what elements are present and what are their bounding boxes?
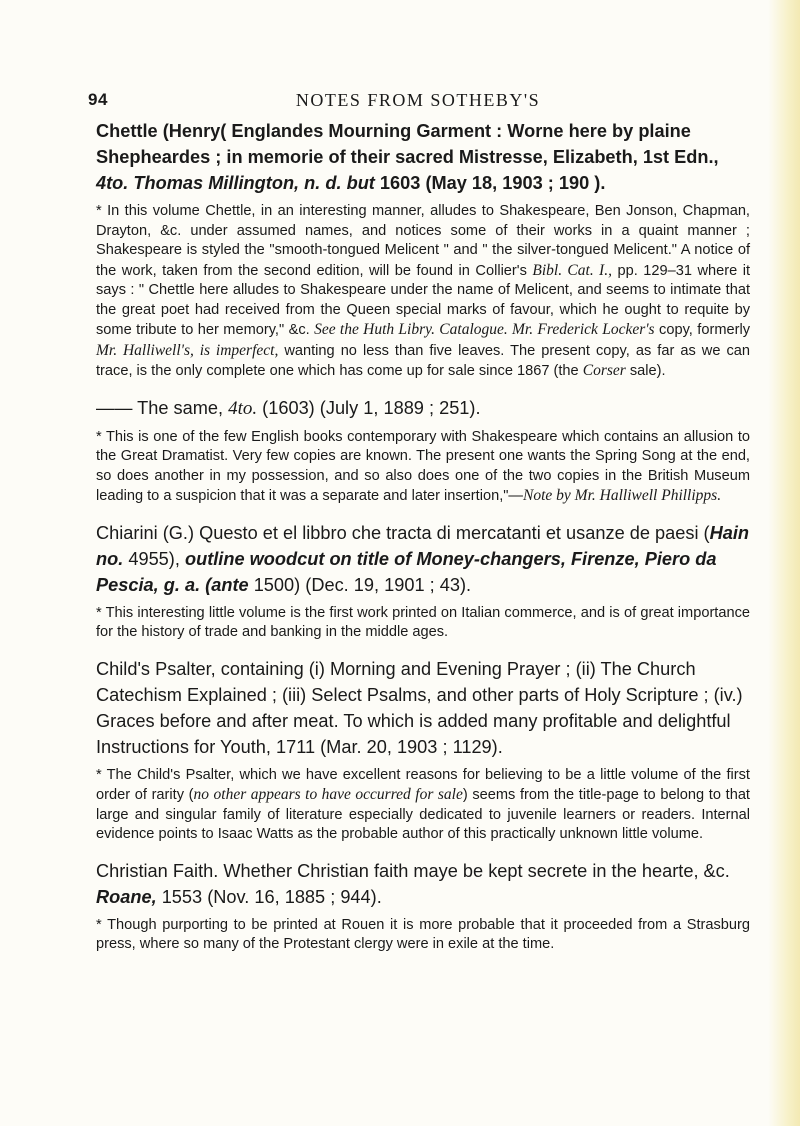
note-text: * Though purporting to be printed at Rouen it is more probable that it proceeded from a Strasburg press, where so many of the Protestant clergy were in exile at the time. [96,916,750,952]
catalogue-entry [96,656,750,845]
note-text: * The Child's Psalter, which we have excellent reasons for believing to be a little volume of the first order of rarity ( [96,766,750,803]
note-text: * This interesting little volume is the first work printed on Italian commerce, and is of great importance for the history of trade and banking in the middle ages. [96,604,750,640]
running-title: NOTES FROM SOTHEBY'S [295,90,541,110]
heading-sale-info: (1603) (July 1, 1889 ; 251). [257,397,481,418]
heading-description: outline woodcut on title of Money-changers, Firenze, Piero da Pescia, g. a. (ante [96,548,717,595]
entry-heading [96,520,750,598]
entry-heading [96,118,750,196]
entry-note [96,202,750,382]
heading-text: —— The same, [96,397,229,418]
heading-reference: Hain no. [96,522,750,569]
page-content [96,118,750,968]
note-text: wanting no less than five leaves. The present copy, as far as we can trace, is the only complete one which has come up for sale since 1867 (the [96,342,750,379]
entry-note [96,604,750,643]
note-italic: See the Huth Libry. Catalogue. Mr. Frederick Locker's [314,321,655,338]
entry-heading [96,858,750,910]
entry-note [96,916,750,955]
heading-text: Chettle (Henry( Englandes Mourning Garment : Worne here by plaine Shepheardes ; in memorie of their sacred Mistresse, Elizabeth, 1st Edn., [96,121,719,167]
heading-sale-info: 1500) (Dec. 19, 1901 ; 43). [248,574,472,595]
heading-text: Christian Faith. Whether Christian faith maye be kept secrete in the hearte, &c. [96,860,730,881]
entry-heading [96,395,750,422]
note-text: * In this volume Chettle, in an interesting manner, alludes to Shakespeare, Ben Jonson, Chapman, Drayton, &c. under assumed names, and notices some of their works in a quaint manner ; Shakespeare is styled the "smooth-tongued Melicent " and " the silver-tongued Melicent." A notice of the work, taken from the second edition, will be found in Collier's [96,203,750,279]
note-italic: Corser [582,362,626,379]
heading-text: Chiarini (G.) Questo et el libbro che tracta di mercatanti et usanze de paesi ( [96,522,710,543]
note-text: copy, formerly [654,322,750,338]
heading-text: 4955), [123,548,185,569]
heading-format: 4to. [228,397,258,419]
note-text: ) seems from the title-page to belong to that large and singular family of literature especially dedicated to juvenile learners or readers. Internal evidence points to Isaac Watts as the probable author of this practically unknown little volume. [96,787,750,842]
catalogue-entry [96,858,750,955]
note-italic: Mr. Halliwell's, is imperfect, [96,341,279,359]
catalogue-entry [96,118,750,382]
note-italic: Bibl. Cat. I., [532,261,612,279]
heading-publisher: Thomas Millington, n. d. but [133,173,375,193]
entry-heading [96,656,750,760]
note-text: * This is one of the few English books contemporary with Shakespeare which contains an allusion to the Great Dramatist. Very few copies are known. The present one wants the Spring Song at the end, so does another in my possession, and so also does one of the two copies in the British Museum leading to a suspicion that it was a separate and later insertion,"— [96,428,750,504]
note-italic: no other appears to have occurred for sale [193,786,463,803]
catalogue-entry [96,520,750,643]
catalogue-entry [96,395,750,507]
note-italic: Note by Mr. Halliwell Phillipps. [523,487,722,504]
heading-sale-info: 1553 (Nov. 16, 1885 ; 944). [156,886,382,907]
heading-sale-info: 1603 (May 18, 1903 ; 190 ). [374,173,606,193]
note-text: pp. 129–31 where it says : " Chettle here alludes to Shakespeare under the name of Melicent, and seems to intimate that the great poet had received from the Queen special marks of favour, which he ought to requite by some tribute to her memory," &c. [96,262,751,338]
heading-place: Roane, [96,886,157,907]
heading-text: Child's Psalter, containing (i) Morning and Evening Prayer ; (ii) The Church Catechism Explained ; (iii) Select Psalms, and other parts of Holy Scripture ; (iv.) Graces before and after meat. To which is added many profitable and delightful Instructions for Youth, 1711 (Mar. 20, 1903 ; 1129). [96,658,743,757]
page-number: 94 [88,90,108,109]
entry-note [96,766,750,845]
entry-note [96,428,750,507]
note-text: sale). [625,363,666,379]
running-head [88,90,748,112]
heading-format: 4to. [96,173,129,193]
